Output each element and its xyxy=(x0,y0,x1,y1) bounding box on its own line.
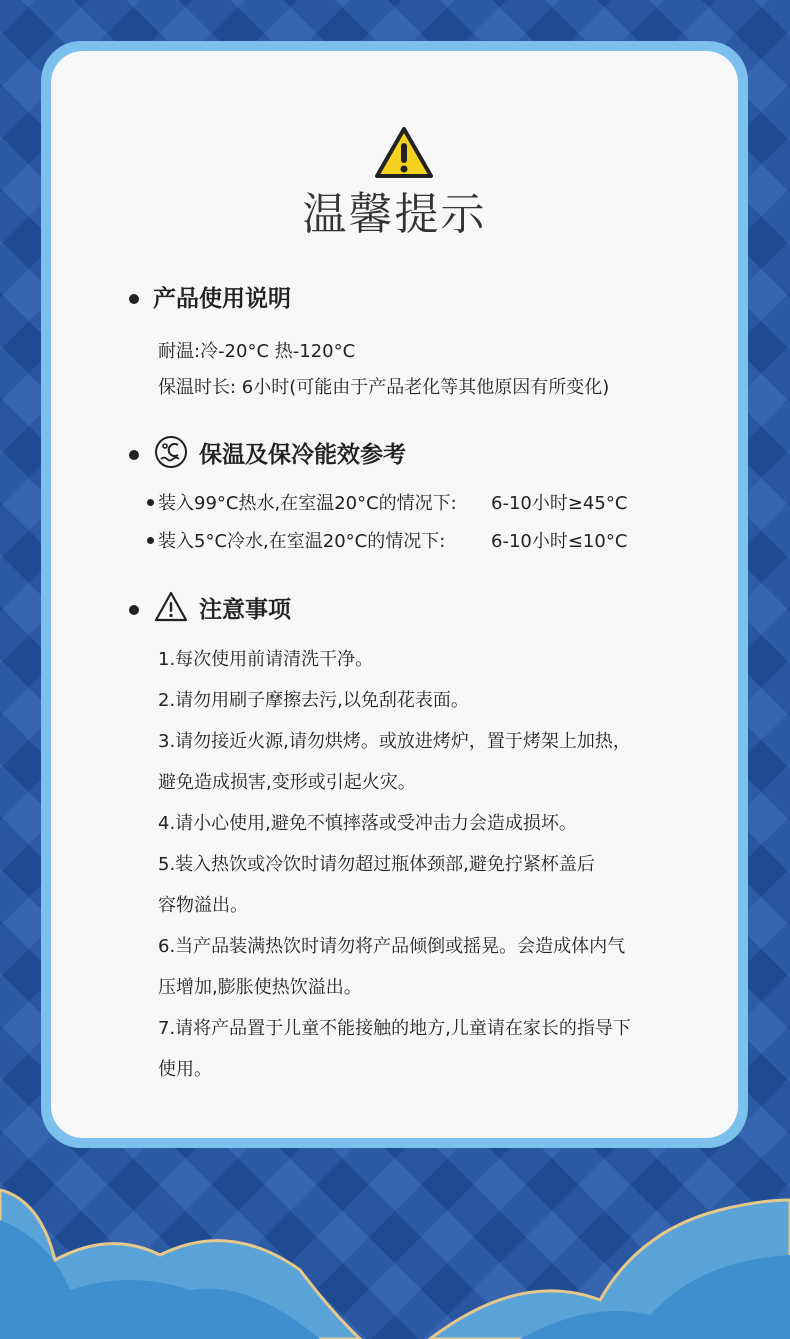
note-line: 压增加,膨胀使热饮溢出。 xyxy=(158,977,362,998)
card-frame xyxy=(41,41,748,1148)
note-line: 3.请勿接近火源,请勿烘烤。或放进烤炉，置于烤架上加热， xyxy=(158,731,631,752)
temperature-icon xyxy=(153,434,189,470)
bullet xyxy=(129,605,139,615)
bullet xyxy=(129,294,139,304)
section-title: 产品使用说明 xyxy=(153,285,291,312)
warning-outline-icon xyxy=(153,589,189,625)
note-line: 使用。 xyxy=(158,1059,212,1080)
usage-line: 保温时长: 6小时(可能由于产品老化等其他原因有所变化) xyxy=(158,377,610,398)
note-line: 5.装入热饮或冷饮时请勿超过瓶体颈部,避免拧紧杯盖后 xyxy=(158,854,595,875)
note-line: 6.当产品装满热饮时请勿将产品倾倒或摇晃。会造成体内气 xyxy=(158,936,626,957)
efficiency-value: 6-10小时≤10°C xyxy=(491,531,628,552)
usage-line: 耐温:冷-20°C 热-120°C xyxy=(158,341,356,362)
efficiency-row xyxy=(147,491,628,517)
section-notes-header xyxy=(129,587,291,627)
section-title: 保温及保冷能效参考 xyxy=(199,441,406,468)
bullet xyxy=(147,537,154,544)
note-line: 2.请勿用刷子摩擦去污,以免刮花表面。 xyxy=(158,690,469,711)
cloud-decoration xyxy=(0,1160,790,1339)
note-line: 1.每次使用前请清洗干净。 xyxy=(158,649,374,670)
tips-card xyxy=(51,51,738,1138)
efficiency-row xyxy=(147,529,628,555)
section-efficiency-header xyxy=(129,432,406,472)
section-title: 注意事项 xyxy=(199,596,291,623)
warning-icon xyxy=(374,126,434,180)
note-line: 避免造成损害,变形或引起火灾。 xyxy=(158,772,416,793)
bullet xyxy=(129,450,139,460)
efficiency-value: 6-10小时≥45°C xyxy=(491,493,628,514)
note-line: 容物溢出。 xyxy=(158,895,248,916)
section-usage-header xyxy=(129,276,291,316)
note-line: 4.请小心使用,避免不慎摔落或受冲击力会造成损坏。 xyxy=(158,813,577,834)
efficiency-label: 装入99°C热水,在室温20°C的情况下: xyxy=(158,493,457,514)
note-line: 7.请将产品置于儿童不能接触的地方,儿童请在家长的指导下 xyxy=(158,1018,631,1039)
efficiency-label: 装入5°C冷水,在室温20°C的情况下: xyxy=(158,531,446,552)
bullet xyxy=(147,499,154,506)
page-title: 温馨提示 xyxy=(302,189,487,240)
